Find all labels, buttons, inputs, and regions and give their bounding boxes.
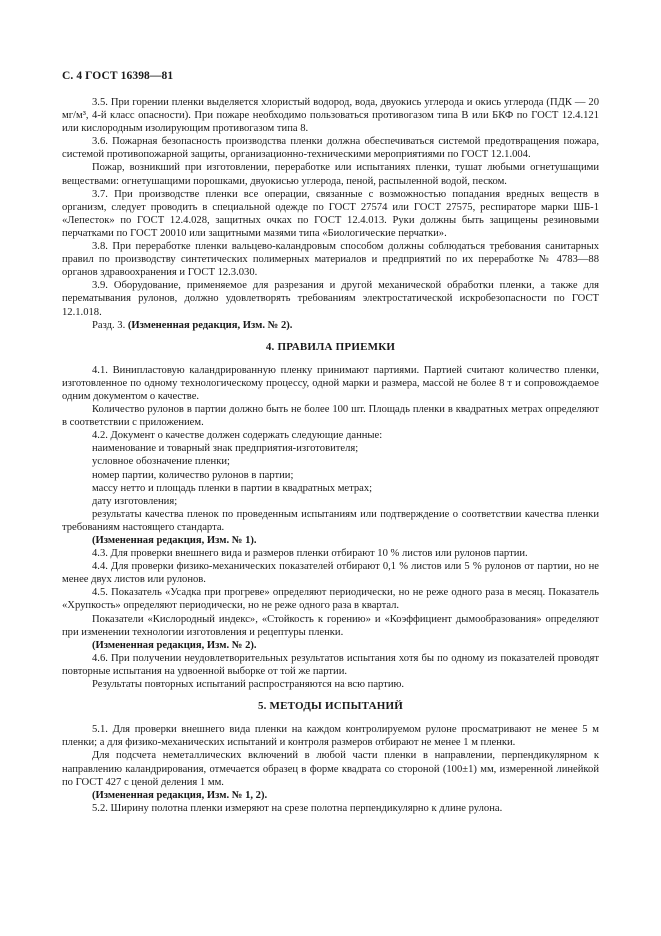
paragraph-3-9: 3.9. Оборудование, применяемое для разрезания и другой механической обработки пленки, а также для перематывания рулонов, должно удовлетворять требованиям электростатической искробезопасности по ГОСТ 12.1.018. (62, 280, 599, 318)
paragraph-5-1: 5.1. Для проверки внешнего вида пленки на каждом контролируемом рулоне просматривают не менее 5 м пленки; а для физико-механических испытаний и контроля размеров отбирают не менее 1 м пленки. (62, 724, 599, 749)
paragraph-fire: Пожар, возникший при изготовлении, переработке или испытаниях пленки, тушат любыми огнетушащими веществами: огнетушащими порошками, двуокисью углерода, пеной, распыленной водой, песком. (62, 162, 599, 187)
paragraph-3-7: 3.7. При производстве пленки все операции, связанные с возможностью попадания вредных веществ в организм, следует проводить в специальной одежде по ГОСТ 27574 или ГОСТ 27575, респираторе марки ШБ-1 «Лепесток» по ГОСТ 12.4.028, защитных очках по ГОСТ 12.4.013. Руки должны быть защищены резиновыми перчатками по ГОСТ 20010 или защитными мазями типа «Биологические перчатки». (62, 188, 599, 239)
paragraph-4-5b: Показатели «Кислородный индекс», «Стойкость к горению» и «Коэффициент дымообразования» определяют при изменении технологии изготовления и рецептуры пленки. (62, 613, 599, 638)
paragraph-4-1: 4.1. Винипластовую каландрированную пленку принимают партиями. Партией считают количество пленки, изготовленное по одному технологическому процессу, одной марки и размера, массой не более 8 т и сопровождаемое одним документом о качестве. (62, 364, 599, 402)
amendment-note-1: (Измененная редакция, Изм. № 1). (92, 535, 257, 546)
paragraph-quality-results: результаты качества пленок по проведенным испытаниям или подтверждение о соответствии качества пленки требованиям настоящего стандарта. (62, 508, 599, 533)
paragraph-5-1b: Для подсчета неметаллических включений в любой части пленки в направлении, перпендикулярном к направлению каландрирования, отмечается образец в форме квадрата со стороной (100±1) мм, измеренной линейкой по ГОСТ 427 с ценой деления 1 мм. (62, 750, 599, 788)
paragraph-4-4: 4.4. Для проверки физико-механических показателей отбирают 0,1 % листов или 5 % рулонов от партии, но не менее двух листов или рулонов. (62, 561, 599, 586)
list-item: дату изготовления; (92, 495, 178, 507)
paragraph-4-2: 4.2. Документ о качестве должен содержать следующие данные: (92, 430, 383, 442)
paragraph-3-5: 3.5. При горении пленки выделяется хлористый водород, вода, двуокись углерода и окись углерода (ПДК — 20 мг/м³, 4-й класс опасности). При пожаре необходимо пользоваться противогазом типа В или БКФ по ГОСТ 12.4.121 или кислородным изолирующим противогазом типа 8. (62, 97, 599, 135)
paragraph-4-6b: Результаты повторных испытаний распространяются на всю партию. (92, 679, 405, 691)
paragraph-4-6: 4.6. При получении неудовлетворительных результатов испытания хотя бы по одному из показателей проводят повторные испытания на удвоенной выборке от той же партии. (62, 652, 599, 677)
amendment-note-2: (Измененная редакция, Изм. № 2). (92, 639, 257, 651)
paragraph-4-5: 4.5. Показатель «Усадка при прогреве» определяют периодически, но не реже одного раза в месяц. Показатель «Хрупкость» определяют периодически, но не реже одного раза в квартал. (62, 587, 599, 612)
list-item: наименование и товарный знак предприятия-изготовителя; (92, 443, 359, 455)
paragraph-4-1b: Количество рулонов в партии должно быть не более 100 шт. Площадь пленки в квадратных метрах определяют в соответствии с приложением. (62, 404, 599, 429)
paragraph-3-8: 3.8. При переработке пленки вальцево-каландровым способом должны соблюдаться требования санитарных правил по производству синтетических полимерных материалов и предприятий по их переработке № 4783—88 органов здравоохранения и ГОСТ 12.3.030. (62, 241, 599, 279)
list-item: массу нетто и площадь пленки в партии в квадратных метрах; (92, 482, 373, 494)
section3-note-bold: (Измененная редакция, Изм. № 2). (127, 319, 293, 331)
paragraph-5-2: 5.2. Ширину полотна пленки измеряют на срезе полотна перпендикулярно к длине рулона. (92, 802, 503, 814)
list-item: номер партии, количество рулонов в партии; (92, 469, 294, 481)
section3-note (62, 319, 599, 332)
list-item: условное обозначение пленки; (92, 456, 230, 468)
document-body (62, 96, 599, 815)
section-4-title: 4. ПРАВИЛА ПРИЕМКИ (265, 340, 396, 353)
section-5-title: 5. МЕТОДЫ ИСПЫТАНИЙ (257, 700, 404, 713)
section3-note-prefix: Разд. 3. (92, 319, 128, 331)
amendment-note-3: (Измененная редакция, Изм. № 1, 2). (92, 789, 268, 801)
paragraph-3-6: 3.6. Пожарная безопасность производства пленки должна обеспечиваться системой предотвращения пожара, системой противопожарной защиты, организационно-техническими мероприятиями по ГОСТ 12.1.004. (62, 136, 599, 161)
paragraph-4-3: 4.3. Для проверки внешнего вида и размеров пленки отбирают 10 % листов или рулонов партии. (92, 548, 528, 560)
page-header: С. 4 ГОСТ 16398—81 (62, 70, 174, 82)
